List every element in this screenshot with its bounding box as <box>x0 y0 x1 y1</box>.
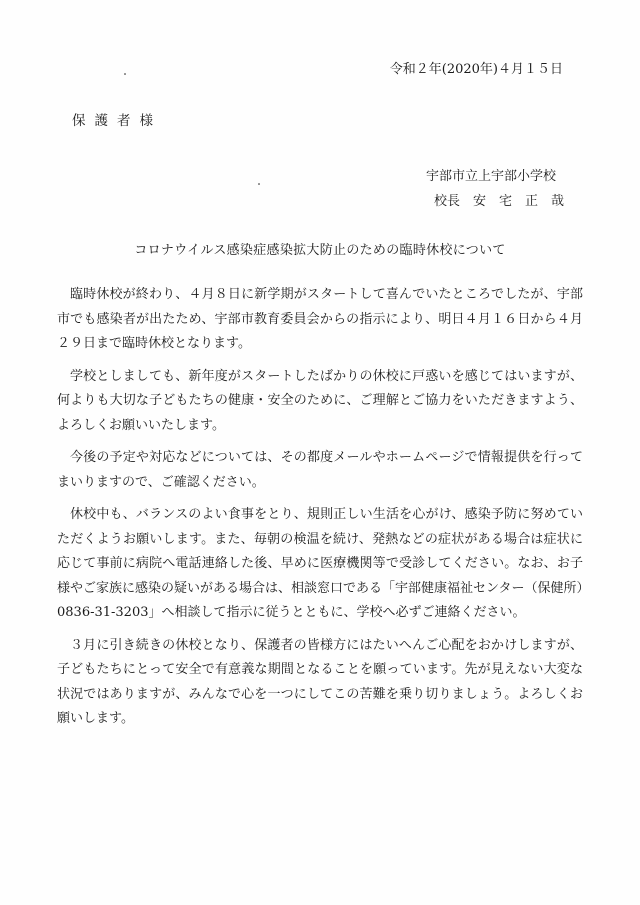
paragraph: 学校としましても、新年度がスタートしたばかりの休校に戸惑いを感じてはいますが、何よりも大切な子どもたちの健康・安全のために、ご理解とご協力をいただきますよう、よろしくお願いいたします。 <box>57 368 583 433</box>
paragraph: 今後の予定や対応などについては、その都度メールやホームページで情報提供を行ってまいりますので、ご確認ください。 <box>57 450 583 490</box>
addressee: 保護者様 <box>72 113 162 129</box>
letter-date: 令和２年(2020年)４月１５日 <box>389 62 563 77</box>
letter-body <box>57 283 583 740</box>
scan-speck <box>258 183 260 185</box>
paragraph: ３月に引き続きの休校となり、保護者の皆様方にはたいへんご心配をおかけしますが、子どもたちにとって安全で有意義な期間となることを願っています。先が見えない大変な状況ではありますが、みんなで心を一つにしてこの苦難を乗り切りましょう。よろしくお願いします。 <box>57 637 583 726</box>
paragraph: 休校中も、バランスのよい食事をとり、規則正しい生活を心がけ、感染予防に努めていただくようお願いします。また、毎朝の検温を続け、発熱などの症状がある場合は症状に応じて事前に病院へ電話連絡した後、早めに医療機関等で受診してください。なお、お子様やご家族に感染の疑いがある場合は、相談窓口である「宇部健康福祉センター（保健所）0836-31-3203」へ相談して指示に従うとともに、学校へ必ずご連絡ください。 <box>57 507 583 620</box>
scan-speck <box>124 73 126 75</box>
sender-principal: 校長 安 宅 正 哉 <box>434 194 565 209</box>
sender-school: 宇部市立上宇部小学校 <box>426 169 557 184</box>
letter-title: コロナウイルス感染症感染拡大防止のための臨時休校について <box>134 243 506 258</box>
paragraph: 臨時休校が終わり、４月８日に新学期がスタートして喜んでいたところでしたが、宇部市でも感染者が出たため、宇部市教育委員会からの指示により、明日４月１６日から４月２９日まで臨時休校となります。 <box>57 287 583 351</box>
